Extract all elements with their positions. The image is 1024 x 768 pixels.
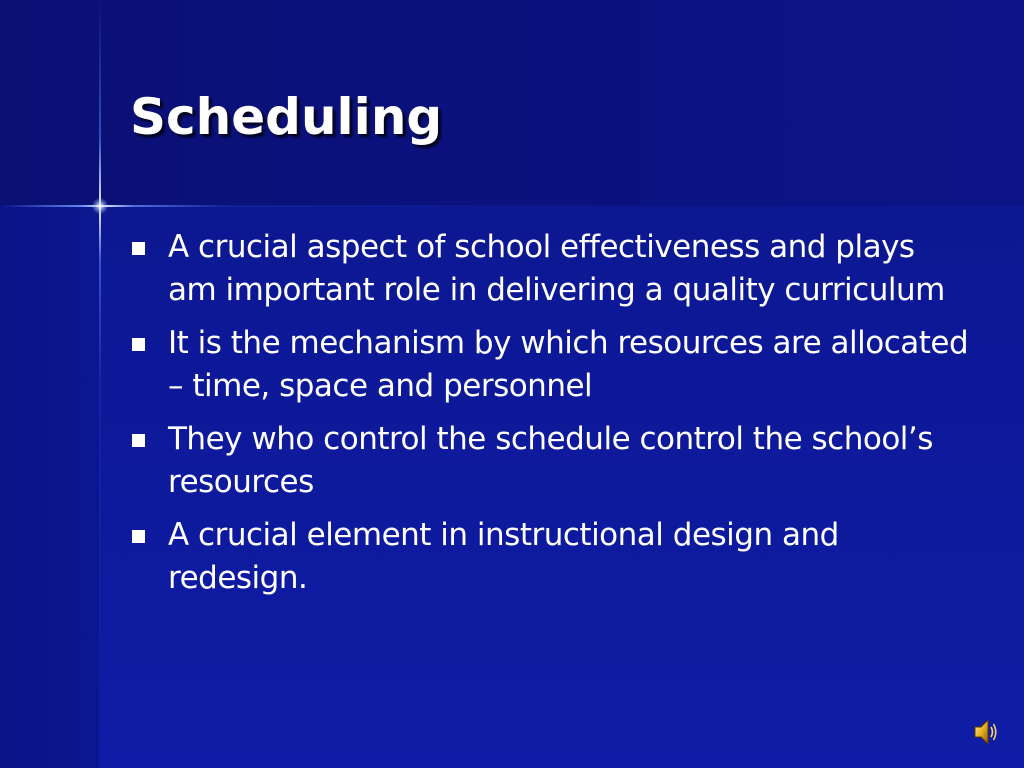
bullet-square-icon (132, 338, 145, 351)
bullet-square-icon (132, 434, 145, 447)
vertical-accent-line (99, 0, 101, 768)
slide-title: Scheduling (130, 88, 443, 146)
bullet-list (130, 226, 970, 610)
bullet-text: A crucial element in instructional design and redesign. (168, 517, 839, 596)
bullet-item (130, 514, 970, 600)
bullet-square-icon (132, 242, 145, 255)
bullet-item (130, 226, 970, 312)
bullet-text: A crucial aspect of school effectiveness and plays am important role in delivering a quality curriculum (168, 229, 945, 308)
bullet-item (130, 322, 970, 408)
bullet-text: It is the mechanism by which resources are allocated – time, space and personnel (168, 325, 969, 404)
speaker-icon[interactable] (972, 716, 1000, 748)
bullet-item (130, 418, 970, 504)
left-band (0, 206, 99, 768)
horizontal-accent-line (0, 205, 1024, 207)
bullet-square-icon (132, 530, 145, 543)
bullet-text: They who control the schedule control the school’s resources (168, 421, 933, 500)
sparkle-accent (92, 198, 108, 214)
